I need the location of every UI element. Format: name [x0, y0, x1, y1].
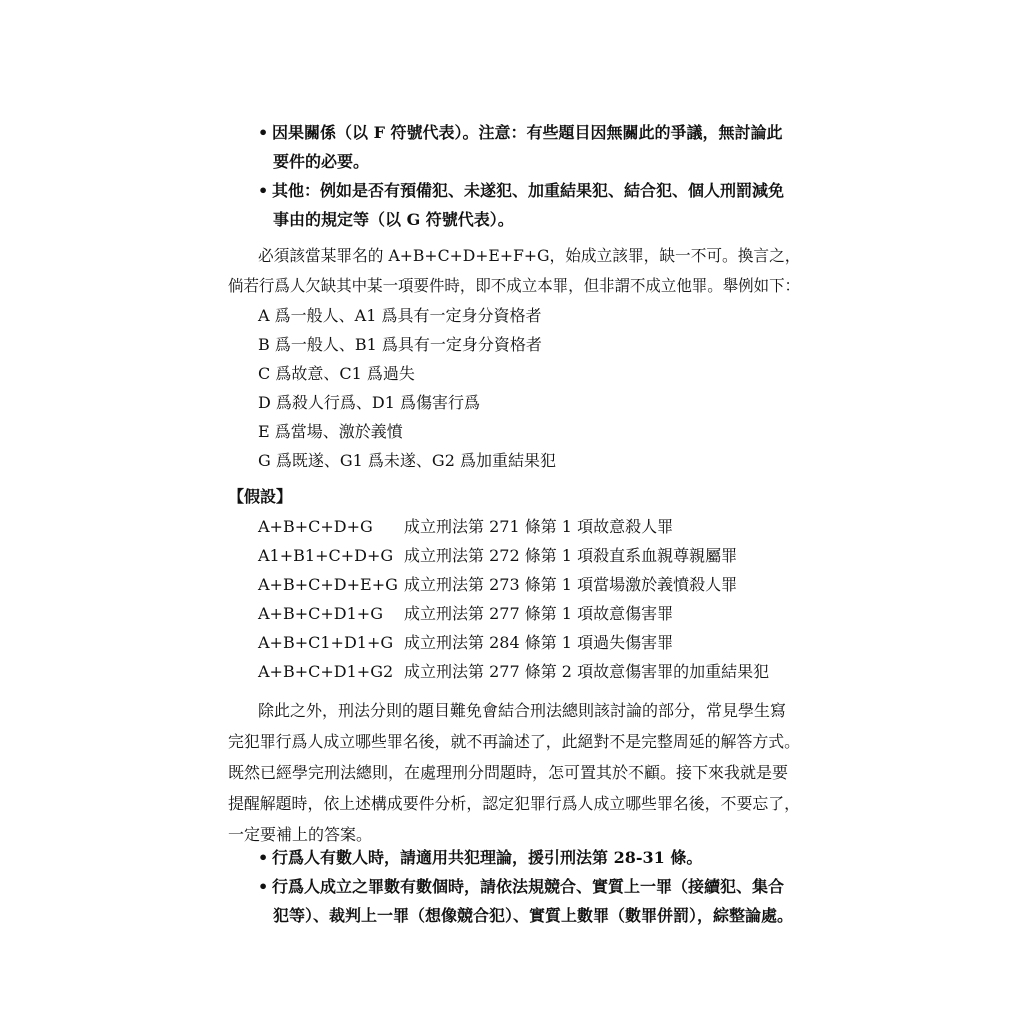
paragraph-line: 完犯罪行爲人成立哪些罪名後，就不再論述了，此絕對不是完整周延的解答方式。: [228, 732, 801, 751]
bullet-text: 行爲人有數人時，請適用共犯理論，援引刑法第 28-31 條。: [272, 848, 703, 867]
bullet-icon: •: [258, 123, 269, 142]
hypothesis-formula: A+B+C+D+G: [258, 517, 373, 536]
bullet-causation: [258, 122, 783, 144]
bullet-multiple-offenses-continued: 犯等）、裁判上一罪（想像競合犯）、實質上數罪（數罪併罰），綜整論處。: [273, 906, 794, 925]
bullet-text: 行爲人成立之罪數有數個時，請依法規競合、實質上一罪（接續犯、集合: [272, 877, 785, 896]
bullet-accomplices: [258, 847, 702, 869]
bullet-icon: •: [258, 848, 269, 867]
hypothesis-result: 成立刑法第 273 條第 1 項當場激於義憤殺人罪: [404, 575, 738, 594]
hypothesis-formula: A+B+C+D+E+G: [258, 575, 398, 594]
paragraph-line: 必須該當某罪名的 A+B+C+D+E+F+G，始成立該罪，缺一不可。換言之，: [258, 246, 801, 265]
bullet-icon: •: [258, 181, 269, 200]
bullet-multiple-offenses: [258, 876, 784, 898]
paragraph-line: 提醒解題時，依上述構成要件分析，認定犯罪行爲人成立哪些罪名後，不要忘了，: [228, 794, 801, 813]
example-line: B 爲一般人、B1 爲具有一定身分資格者: [258, 335, 542, 354]
hypothesis-formula: A+B+C1+D1+G: [258, 633, 394, 652]
hypothesis-result: 成立刑法第 277 條第 2 項故意傷害罪的加重結果犯: [404, 662, 770, 681]
hypothesis-result: 成立刑法第 277 條第 1 項故意傷害罪: [404, 604, 674, 623]
hypothesis-formula: A+B+C+D1+G2: [258, 662, 394, 681]
bullet-other-continued: 事由的規定等（以 G 符號代表）。: [273, 210, 514, 229]
hypothesis-formula: A1+B1+C+D+G: [258, 546, 394, 565]
hypothesis-formula: A+B+C+D1+G: [258, 604, 383, 623]
bullet-other: [258, 180, 784, 202]
paragraph-line: 除此之外，刑法分則的題目難免會結合刑法總則該討論的部分，常見學生寫: [258, 701, 787, 720]
bullet-text: 其他：例如是否有預備犯、未遂犯、加重結果犯、結合犯、個人刑罰減免: [272, 181, 785, 200]
bullet-causation-continued: 要件的必要。: [273, 152, 370, 171]
example-line: G 爲既遂、G1 爲未遂、G2 爲加重結果犯: [258, 451, 556, 470]
hypothesis-result: 成立刑法第 272 條第 1 項殺直系血親尊親屬罪: [404, 546, 738, 565]
paragraph-line: 一定要補上的答案。: [228, 825, 373, 844]
example-line: A 爲一般人、A1 爲具有一定身分資格者: [258, 306, 542, 325]
hypothesis-result: 成立刑法第 284 條第 1 項過失傷害罪: [404, 633, 674, 652]
example-line: E 爲當場、激於義憤: [258, 422, 403, 441]
paragraph-line: 既然已經學完刑法總則，在處理刑分問題時，怎可置其於不顧。接下來我就是要: [228, 763, 789, 782]
bullet-text: 因果關係（以 F 符號代表）。注意：有些題目因無關此的爭議，無討論此: [272, 123, 783, 142]
paragraph-line: 倘若行爲人欠缺其中某一項要件時，即不成立本罪，但非謂不成立他罪。舉例如下：: [228, 276, 801, 295]
bullet-icon: •: [258, 877, 269, 896]
example-line: D 爲殺人行爲、D1 爲傷害行爲: [258, 393, 481, 412]
example-line: C 爲故意、C1 爲過失: [258, 364, 415, 383]
hypothesis-heading: 【假設】: [228, 487, 293, 506]
hypothesis-result: 成立刑法第 271 條第 1 項故意殺人罪: [404, 517, 674, 536]
